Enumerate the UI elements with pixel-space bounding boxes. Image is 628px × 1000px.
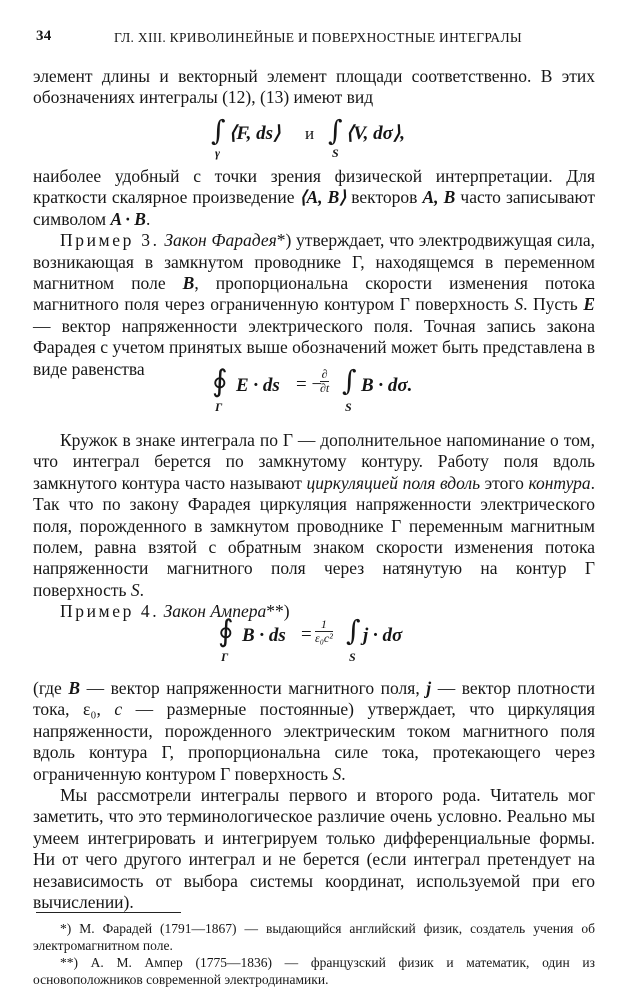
paragraph-2 [33, 166, 595, 380]
ampere-rhs: j · dσ [363, 625, 403, 646]
example-3-E: E [583, 294, 595, 315]
contour-subscript: Г [215, 400, 223, 414]
p3-text-4: . [139, 579, 144, 600]
example-4-mark: **) [266, 601, 290, 622]
footnote-rule [36, 912, 181, 913]
integral-sign-2: ∫ [328, 114, 343, 147]
contour-integral-sign: ∮ [212, 364, 228, 399]
p4-j: j [426, 678, 432, 698]
formula-faraday [0, 362, 628, 422]
footnote-1: *) М. Фарадей (1791—1867) — выдающийся английский физик, создатель учения об электромагнитном поле. [33, 921, 595, 953]
p4-text-2: — вектор напряженности магнитного поля, [80, 678, 427, 698]
integral-1-body: ⟨F, ds⟩ [229, 123, 281, 144]
p3-text-2: этого [480, 472, 529, 493]
footnotes [33, 920, 595, 988]
example-3-text-4: — вектор напряженности электрического поля. Точная запись закона Фарадея с учетом принятых выше обозначений может быть представлена в виде равенства [33, 315, 595, 379]
integral-1-subscript: γ [215, 146, 220, 160]
p2-text-4: . [145, 208, 151, 229]
p4-B: B [68, 678, 81, 698]
example-4-label: Пример 4. [60, 601, 160, 622]
faraday-derivative [320, 368, 329, 395]
p4-text-3: — вектор плотности тока, ε₀, [33, 678, 595, 720]
paragraph-1 [33, 66, 595, 109]
contour-subscript-2: Г [221, 650, 229, 664]
p3-text-3: . Так что по закону Фарадея циркуляция напряженности электрического поля, порожденного в замкнутом проводнике Г переменным магнитным полем, равна взятой с обратным знаком скорости изменения потока напряженности магнитного поля через натянутую на контур Г поверхность [33, 472, 596, 600]
example-3 [33, 230, 595, 380]
p3-text-1: Кружок в знаке интеграла по Г — дополнительное напоминание о том, что интеграл берется по замкнутому контуру. Работу поля вдоль замкнутого контура часто называют [33, 430, 595, 493]
p2-text-1: наиболее удобный с точки зрения физической интерпретации. Для краткости скалярное произведение [33, 166, 595, 208]
formula-integrals [0, 112, 628, 162]
surface-integral-sign: ∫ [342, 364, 357, 397]
surface-integral-sign-2: ∫ [346, 614, 361, 647]
p2-inner-product: ⟨A, B⟩ [299, 187, 347, 208]
p3-S: S [130, 579, 140, 600]
p4-c: c [114, 699, 123, 720]
faraday-lhs: E · ds [236, 375, 280, 396]
example-3-S: S [514, 294, 524, 315]
surface-subscript-2: S [349, 650, 356, 664]
derivative-numerator: ∂ [321, 367, 328, 381]
contour-integral-sign-2: ∮ [218, 614, 234, 649]
p2-vectors: A, B [422, 187, 456, 208]
fraction-numerator: 1 [315, 618, 333, 632]
p4-text-5: . [341, 763, 346, 784]
p3-italic-2: контура [528, 472, 591, 493]
p2-text-2: векторов [346, 187, 423, 208]
formula-conjunction: и [305, 124, 315, 143]
p2-text-3: часто записывают символом [33, 187, 595, 229]
p4-text-4: — размерные постоянные) утверждает, что циркуляция напряженности, порожденного электрическим током магнитного поля вдоль контура Г, пропорциональна силе тока, протекающего через ограниченную контуром Г поверхность [33, 699, 596, 784]
page-number: 34 [36, 28, 52, 44]
example-3-text-1: утверждает, что электродвижущая сила, возникающая в замкнутом проводнике Г, находящемся в переменном магнитном поле [33, 230, 595, 294]
example-3-name: Закон Фарадея [164, 230, 277, 251]
surface-subscript: S [345, 400, 352, 414]
formula-ampere [0, 612, 628, 672]
integral-2-subscript: S [332, 146, 339, 160]
p4-S: S [332, 763, 342, 784]
example-3-B: B [182, 273, 195, 294]
derivative-denominator: ∂t [320, 381, 330, 395]
fraction-denominator: ε₀c² [315, 631, 333, 645]
ampere-fraction [315, 618, 333, 645]
faraday-rhs: B · dσ. [361, 375, 413, 396]
ampere-lhs: B · ds [242, 625, 286, 646]
faraday-equals: = − [296, 374, 323, 395]
integral-sign-1: ∫ [211, 114, 226, 147]
page-header [36, 28, 596, 50]
ampere-equals: = [301, 624, 312, 645]
example-3-mark: *) [276, 230, 292, 251]
example-3-text-2: , пропорциональна скорости изменения потока магнитного поля через ограниченную контуром Г поверхность [33, 273, 595, 315]
paragraph-5: Мы рассмотрели интегралы первого и второго рода. Читатель мог заметить, что это терминологическое различие очень условно. Реально мы умеем интегрировать и интегрируем только дифференциальные формы. Ни от чего другого интеграл и не берется (если интеграл претендует на независимость от выбора системы координат, используемой при его вычислении). [33, 785, 595, 913]
integral-2-body: ⟨V, dσ⟩, [346, 123, 406, 144]
p3-italic-1: циркуляцией поля вдоль [306, 472, 481, 493]
paragraph-4 [33, 678, 595, 913]
running-head: ГЛ. XIII. КРИВОЛИНЕЙНЫЕ И ПОВЕРХНОСТНЫЕ ИНТЕГРАЛЫ [114, 30, 523, 45]
p2-symbol: A · B [110, 208, 146, 229]
example-3-text-3: . Пусть [523, 294, 584, 315]
example-4-name: Закон Ампера [163, 601, 267, 622]
p4-text-1: (где [33, 678, 69, 698]
example-3-label: Пример 3. [60, 230, 160, 251]
footnote-2: **) А. М. Ампер (1775—1836) — французский физик и математик, один из основоположников современной электродинамики. [33, 955, 595, 987]
paragraph-3 [33, 430, 595, 623]
paragraph-1-text: элемент длины и векторный элемент площади соответственно. В этих обозначениях интегралы (12), (13) имеют вид [33, 66, 595, 108]
